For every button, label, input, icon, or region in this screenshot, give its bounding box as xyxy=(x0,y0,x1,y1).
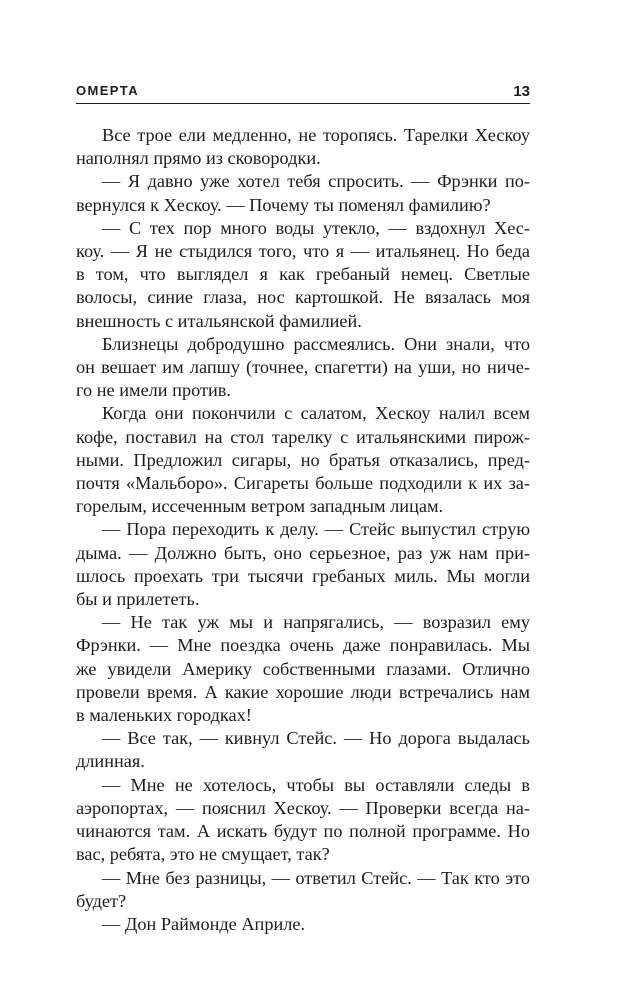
text-line: — Я давно уже хотел тебя спросить. — Фрэнки по- xyxy=(102,171,530,192)
text-line: шлось проехать три тысячи гребаных миль. Мы могли xyxy=(76,565,530,586)
text-line: — Мне не хотелось, чтобы вы оставляли следы в xyxy=(102,774,530,795)
text-line: Близнецы добродушно рассмеялись. Они знали, что xyxy=(102,333,530,354)
header-rule xyxy=(76,103,530,104)
text-line: волосы, синие глаза, нос картошкой. Не вязалась моя xyxy=(76,287,530,308)
text-line: же увидели Америку собственными глазами. Отлично xyxy=(76,658,530,679)
paragraph xyxy=(76,611,530,727)
text-line: ными. Предложил сигары, но братья отказались, пред- xyxy=(76,449,530,470)
paragraph xyxy=(76,217,530,333)
text-line: внешность с итальянской фамилией. xyxy=(76,310,362,331)
paragraph xyxy=(76,867,530,913)
paragraph xyxy=(76,518,530,611)
running-head xyxy=(76,80,530,106)
text-line: кофе, поставил на стол тарелку с итальянскими пирож- xyxy=(76,426,530,447)
text-line: — Пора переходить к делу. — Стейс выпустил струю xyxy=(102,519,530,540)
paragraph xyxy=(76,333,530,403)
text-line: Все трое ели медленно, не торопясь. Тарелки Хескоу xyxy=(102,125,530,145)
text-line: наполнял прямо из сковородки. xyxy=(76,148,321,169)
text-line: вернулся к Хескоу. — Почему ты поменял фамилию? xyxy=(76,194,491,215)
text-line: горелым, иссеченным ветром западным лицам. xyxy=(76,496,444,517)
text-line: Когда они покончили с салатом, Хескоу налил всем xyxy=(102,403,530,424)
paragraph xyxy=(76,913,530,936)
paragraph xyxy=(76,774,530,867)
text-line: бы и прилететь. xyxy=(76,589,200,610)
paragraph xyxy=(76,727,530,773)
text-line: длинная. xyxy=(76,751,145,772)
text-line: чинаются там. А искать будут по полной программе. Но xyxy=(76,821,530,842)
text-line: почтя «Мальборо». Сигареты больше подходили к их за- xyxy=(76,473,530,494)
text-line: он вешает им лапшу (точнее, спагетти) на уши, но ниче- xyxy=(76,357,530,378)
paragraph xyxy=(76,170,530,216)
text-line: аэропортах, — пояснил Хескоу. — Проверки всегда на- xyxy=(76,797,530,818)
text-line: провели время. А какие хорошие люди встречались нам xyxy=(76,681,530,702)
text-line: дыма. — Должно быть, оно серьезное, раз уж нам при- xyxy=(76,542,530,563)
text-line: — Мне без разницы, — ответил Стейс. — Так кто это xyxy=(102,867,530,888)
running-title: ОМЕРТА xyxy=(76,83,140,98)
text-line: в маленьких городках! xyxy=(76,705,252,726)
text-line: — С тех пор много воды утекло, — вздохнул Хес- xyxy=(102,217,530,238)
text-line: — Все так, — кивнул Стейс. — Но дорога выдалась xyxy=(102,728,530,749)
page-number: 13 xyxy=(513,83,530,100)
text-line: го не имели против. xyxy=(76,380,231,401)
paragraph xyxy=(76,124,530,170)
paragraph xyxy=(76,402,530,518)
text-line: — Дон Раймонде Априле. xyxy=(102,913,306,934)
text-line: Фрэнки. — Мне поездка очень даже понравилась. Мы xyxy=(76,635,530,656)
text-line: вас, ребята, это не смущает, так? xyxy=(76,844,330,865)
text-line: в том, что выглядел я как гребаный немец. Светлые xyxy=(76,264,530,285)
text-line: коу. — Я не стыдился того, что я — итальянец. Но беда xyxy=(76,241,530,262)
text-line: — Не так уж мы и напрягались, — возразил ему xyxy=(102,612,530,633)
text-line: будет? xyxy=(76,890,127,911)
body-text xyxy=(76,124,530,936)
